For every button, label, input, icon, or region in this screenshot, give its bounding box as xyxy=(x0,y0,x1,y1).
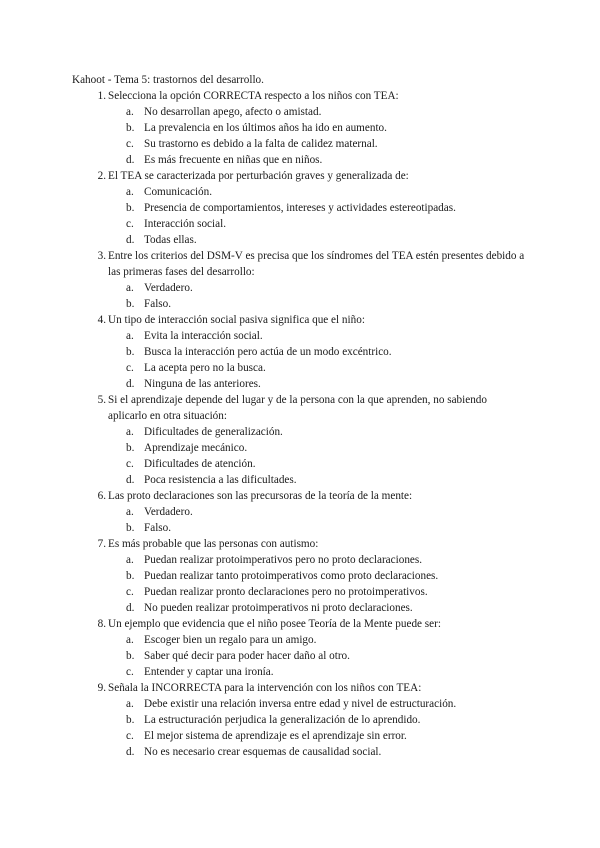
question-number: 2. xyxy=(97,170,106,182)
option-text: Es más frecuente en niñas que en niños. xyxy=(144,154,323,166)
question-number: 9. xyxy=(97,682,106,694)
option-list xyxy=(0,184,600,248)
option-letter: c. xyxy=(126,218,134,230)
question-text: Si el aprendizaje depende del lugar y de la persona con la que aprenden, no sabiendo aplicarlo en otra situación: xyxy=(108,394,487,422)
answer-option xyxy=(0,520,600,536)
option-text: Saber qué decir para poder hacer daño al otro. xyxy=(144,650,350,662)
option-text: Poca resistencia a las dificultades. xyxy=(144,474,297,486)
answer-option xyxy=(0,744,600,760)
answer-option xyxy=(0,296,600,312)
answer-option xyxy=(0,376,600,392)
option-letter: b. xyxy=(126,522,135,534)
option-text: Dificultades de atención. xyxy=(144,458,256,470)
question-item xyxy=(0,680,600,760)
question-item xyxy=(0,248,600,312)
option-text: Verdadero. xyxy=(144,282,193,294)
question-number: 1. xyxy=(97,90,106,102)
option-list xyxy=(0,328,600,392)
question-number: 7. xyxy=(97,538,106,550)
question-item xyxy=(0,312,600,392)
answer-option xyxy=(0,280,600,296)
option-text: Su trastorno es debido a la falta de calidez maternal. xyxy=(144,138,378,150)
answer-option xyxy=(0,664,600,680)
question-text: Señala la INCORRECTA para la intervención con los niños con TEA: xyxy=(108,682,422,694)
option-text: Escoger bien un regalo para un amigo. xyxy=(144,634,317,646)
option-text: Ninguna de las anteriores. xyxy=(144,378,261,390)
option-text: El mejor sistema de aprendizaje es el aprendizaje sin error. xyxy=(144,730,407,742)
option-letter: d. xyxy=(126,154,135,166)
answer-option xyxy=(0,584,600,600)
question-list xyxy=(0,88,600,760)
option-letter: b. xyxy=(126,122,135,134)
question-number: 5. xyxy=(97,394,106,406)
option-letter: d. xyxy=(126,602,135,614)
option-text: Comunicación. xyxy=(144,186,213,198)
answer-option xyxy=(0,136,600,152)
answer-option xyxy=(0,696,600,712)
question-text: Selecciona la opción CORRECTA respecto a los niños con TEA: xyxy=(108,90,399,102)
option-text: La prevalencia en los últimos años ha ido en aumento. xyxy=(144,122,387,134)
option-letter: a. xyxy=(126,282,134,294)
option-text: Interacción social. xyxy=(144,218,226,230)
option-letter: c. xyxy=(126,666,134,678)
option-text: No desarrollan apego, afecto o amistad. xyxy=(144,106,322,118)
answer-option xyxy=(0,424,600,440)
question-item xyxy=(0,616,600,680)
answer-option xyxy=(0,152,600,168)
question-item xyxy=(0,488,600,536)
answer-option xyxy=(0,200,600,216)
option-text: No pueden realizar protoimperativos ni proto declaraciones. xyxy=(144,602,413,614)
option-text: Aprendizaje mecánico. xyxy=(144,442,248,454)
answer-option xyxy=(0,120,600,136)
answer-option xyxy=(0,232,600,248)
option-letter: b. xyxy=(126,298,135,310)
option-list xyxy=(0,632,600,680)
option-letter: c. xyxy=(126,138,134,150)
question-text: El TEA se caracterizada por perturbación graves y generalizada de: xyxy=(108,170,409,182)
option-text: Verdadero. xyxy=(144,506,193,518)
option-list xyxy=(0,280,600,312)
option-letter: a. xyxy=(126,106,134,118)
option-text: No es necesario crear esquemas de causalidad social. xyxy=(144,746,382,758)
document-title: Kahoot - Tema 5: trastornos del desarrollo. xyxy=(72,74,264,86)
option-letter: c. xyxy=(126,730,134,742)
option-letter: a. xyxy=(126,506,134,518)
question-item xyxy=(0,536,600,616)
question-item xyxy=(0,392,600,488)
answer-option xyxy=(0,360,600,376)
answer-option xyxy=(0,712,600,728)
option-letter: a. xyxy=(126,554,134,566)
option-text: Falso. xyxy=(144,522,172,534)
question-text: Es más probable que las personas con autismo: xyxy=(108,538,319,550)
option-letter: d. xyxy=(126,746,135,758)
option-text: Todas ellas. xyxy=(144,234,197,246)
option-letter: a. xyxy=(126,426,134,438)
option-letter: d. xyxy=(126,378,135,390)
option-letter: b. xyxy=(126,442,135,454)
option-text: Falso. xyxy=(144,298,172,310)
option-text: Puedan realizar protoimperativos pero no proto declaraciones. xyxy=(144,554,423,566)
option-text: Puedan realizar tanto protoimperativos como proto declaraciones. xyxy=(144,570,439,582)
option-letter: a. xyxy=(126,634,134,646)
question-item xyxy=(0,88,600,168)
question-text: Entre los criterios del DSM-V es precisa que los síndromes del TEA estén presentes debido a las primeras fases del desarrollo: xyxy=(108,250,525,278)
option-text: Busca la interacción pero actúa de un modo excéntrico. xyxy=(144,346,392,358)
option-text: Dificultades de generalización. xyxy=(144,426,283,438)
option-text: Puedan realizar pronto declaraciones pero no protoimperativos. xyxy=(144,586,428,598)
option-text: La acepta pero no la busca. xyxy=(144,362,266,374)
answer-option xyxy=(0,104,600,120)
option-list xyxy=(0,552,600,616)
answer-option xyxy=(0,568,600,584)
option-list xyxy=(0,424,600,488)
option-letter: c. xyxy=(126,458,134,470)
option-letter: b. xyxy=(126,714,135,726)
answer-option xyxy=(0,216,600,232)
option-letter: b. xyxy=(126,570,135,582)
question-text: Un tipo de interacción social pasiva significa que el niño: xyxy=(108,314,365,326)
question-number: 3. xyxy=(97,250,106,262)
option-list xyxy=(0,696,600,760)
question-number: 8. xyxy=(97,618,106,630)
answer-option xyxy=(0,600,600,616)
option-letter: b. xyxy=(126,346,135,358)
answer-option xyxy=(0,344,600,360)
answer-option xyxy=(0,184,600,200)
option-letter: a. xyxy=(126,698,134,710)
answer-option xyxy=(0,552,600,568)
option-text: Debe existir una relación inversa entre edad y nivel de estructuración. xyxy=(144,698,457,710)
answer-option xyxy=(0,504,600,520)
answer-option xyxy=(0,648,600,664)
question-item xyxy=(0,168,600,248)
answer-option xyxy=(0,632,600,648)
option-letter: b. xyxy=(126,202,135,214)
answer-option xyxy=(0,728,600,744)
option-text: Evita la interacción social. xyxy=(144,330,263,342)
option-text: Presencia de comportamientos, intereses y actividades estereotipadas. xyxy=(144,202,456,214)
question-number: 4. xyxy=(97,314,106,326)
option-letter: d. xyxy=(126,474,135,486)
option-text: Entender y captar una ironía. xyxy=(144,666,274,678)
option-letter: b. xyxy=(126,650,135,662)
answer-option xyxy=(0,472,600,488)
answer-option xyxy=(0,456,600,472)
question-number: 6. xyxy=(97,490,106,502)
option-list xyxy=(0,504,600,536)
option-letter: c. xyxy=(126,362,134,374)
option-list xyxy=(0,104,600,168)
question-text: Un ejemplo que evidencia que el niño posee Teoría de la Mente puede ser: xyxy=(108,618,441,630)
answer-option xyxy=(0,328,600,344)
option-letter: d. xyxy=(126,234,135,246)
option-letter: a. xyxy=(126,186,134,198)
option-text: La estructuración perjudica la generalización de lo aprendido. xyxy=(144,714,421,726)
option-letter: c. xyxy=(126,586,134,598)
option-letter: a. xyxy=(126,330,134,342)
answer-option xyxy=(0,440,600,456)
question-text: Las proto declaraciones son las precursoras de la teoría de la mente: xyxy=(108,490,413,502)
